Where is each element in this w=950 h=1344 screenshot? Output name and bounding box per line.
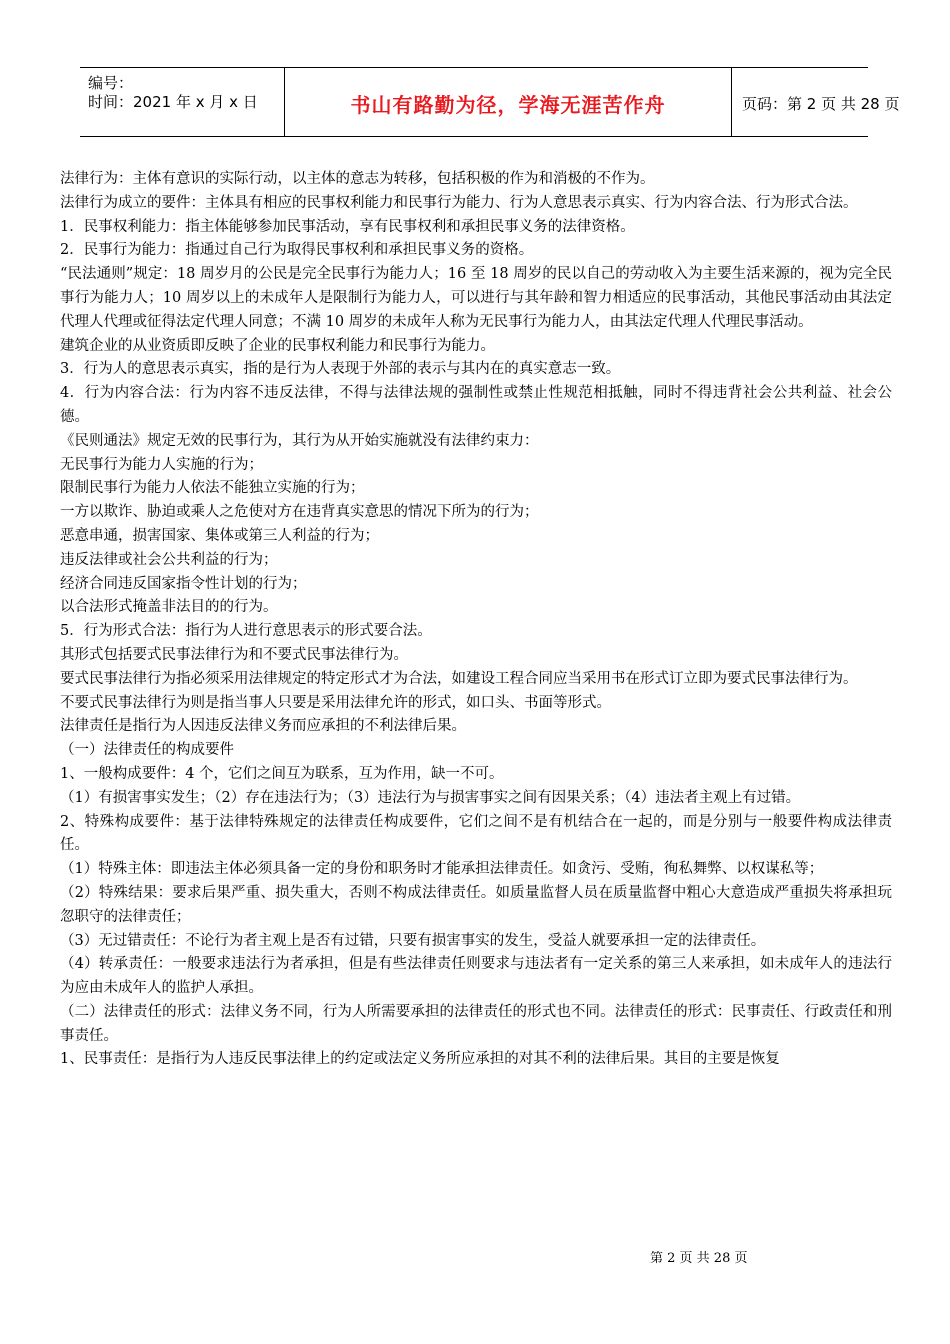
body-paragraph: 建筑企业的从业资质即反映了企业的民事权利能力和民事行为能力。 [60, 337, 495, 354]
body-paragraph: （1）特殊主体：即违法主体必须具备一定的身份和职务时才能承担法律责任。如贪污、受贿，徇私舞弊、以权谋私等； [60, 861, 824, 878]
body-paragraph: 《民则通法》规定无效的民事行为，其行为从开始实施就没有法律约束力： [60, 432, 539, 449]
body-paragraph: （1）有损害事实发生；（2）存在违法行为；（3）违法行为与损害事实之间有因果关系；（4）违法者主观上有过错。 [60, 789, 801, 806]
body-paragraph: 1、民事责任：是指行为人违反民事法律上的约定或法定义务所应承担的对其不利的法律后果。其目的主要是恢复 [60, 1051, 780, 1068]
body-paragraph: （2）特殊结果：要求后果严重、损失重大，否则不构成法律责任。如质量监督人员在质量监督中粗心大意造成严重损失将承担玩忽职守的法律责任； [60, 884, 892, 925]
header-motto: 书山有路勤为径，学海无涯苦作舟 [350, 93, 666, 117]
header-page-cell [732, 68, 900, 136]
header-page-info: 页码：第 2 页 共 28 页 [742, 95, 900, 113]
body-paragraph: 以合法形式掩盖非法目的的行为。 [60, 599, 278, 616]
document-body [60, 168, 892, 1072]
body-paragraph: 1、一般构成要件：4 个，它们之间互为联系，互为作用，缺一不可。 [60, 765, 504, 782]
body-paragraph: （4）转承责任：一般要求违法行为者承担，但是有些法律责任则要求与违法者有一定关系的第三人来承担，如未成年人的违法行为应由未成年人的监护人承担。 [60, 956, 892, 997]
body-paragraph: 3．行为人的意思表示真实，指的是行为人表现于外部的表示与其内在的真实意志一致。 [60, 361, 621, 378]
body-paragraph: 恶意串通，损害国家、集体或第三人利益的行为； [60, 527, 379, 544]
body-paragraph: “民法通则”规定：18 周岁月的公民是完全民事行为能力人；16 至 18 周岁的民以自己的劳动收入为主要生活来源的，视为完全民事行为能力人；10 周岁以上的未成年人是限制行为能力人，可以进行与其年龄和智力相适应的民事活动，其他民事活动由其法定代理人代理或征得法定代理人同意；不满 10 周岁的未成年人称为无民事行为能力人，由其法定代理人代理民事活动。 [60, 266, 892, 330]
body-paragraph: 法律责任是指行为人因违反法律义务而应承担的不利法律后果。 [60, 718, 466, 735]
body-paragraph: （二）法律责任的形式：法律义务不同，行为人所需要承担的法律责任的形式也不同。法律责任的形式：民事责任、行政责任和刑事责任。 [60, 1003, 892, 1044]
body-paragraph: 法律行为成立的要件：主体具有相应的民事权利能力和民事行为能力、行为人意思表示真实、行为内容合法、行为形式合法。 [60, 194, 858, 211]
body-paragraph: 5．行为形式合法：指行为人进行意思表示的形式要合法。 [60, 623, 432, 640]
body-paragraph: 其形式包括要式民事法律行为和不要式民事法律行为。 [60, 646, 408, 663]
body-paragraph: （一）法律责任的构成要件 [60, 742, 234, 759]
body-paragraph: 2、特殊构成要件：基于法律特殊规定的法律责任构成要件，它们之间不是有机结合在一起的，而是分别与一般要件构成法律责任。 [60, 813, 892, 854]
body-paragraph: 法律行为：主体有意识的实际行动，以主体的意志为转移，包括积极的作为和消极的不作为。 [60, 171, 655, 187]
header-motto-cell [284, 68, 732, 136]
body-paragraph: 要式民事法律行为指必须采用法律规定的特定形式才为合法，如建设工程合同应当采用书在形式订立即为要式民事法律行为。 [60, 670, 858, 687]
body-paragraph: 经济合同违反国家指令性计划的行为； [60, 575, 307, 592]
body-paragraph: 1．民事权利能力：指主体能够参加民事活动，享有民事权利和承担民事义务的法律资格。 [60, 218, 635, 235]
body-paragraph: 不要式民事法律行为则是指当事人只要是采用法律允许的形式，如口头、书面等形式。 [60, 694, 611, 711]
body-paragraph: 一方以欺诈、胁迫或乘人之危使对方在违背真实意思的情况下所为的行为； [60, 504, 539, 521]
document-number-label: 编号： [88, 74, 134, 92]
page-footer: 第 2 页 共 28 页 [650, 1251, 748, 1266]
page-header [80, 67, 900, 137]
body-paragraph: （3）无过错责任：不论行为者主观上是否有过错，只要有损害事实的发生，受益人就要承担一定的法律责任。 [60, 932, 766, 949]
body-paragraph: 4．行为内容合法：行为内容不违反法律，不得与法律法规的强制性或禁止性规范相抵触，同时不得违背社会公共利益、社会公德。 [60, 385, 892, 425]
body-paragraph: 违反法律或社会公共利益的行为； [60, 551, 278, 568]
body-paragraph: 2．民事行为能力：指通过自己行为取得民事权利和承担民事义务的资格。 [60, 242, 534, 259]
document-date-label: 时间：2021 年 x 月 x 日 [88, 93, 258, 111]
body-paragraph: 限制民事行为能力人依法不能独立实施的行为； [60, 480, 365, 497]
body-paragraph: 无民事行为能力人实施的行为； [60, 456, 263, 473]
header-info-cell [80, 68, 284, 136]
